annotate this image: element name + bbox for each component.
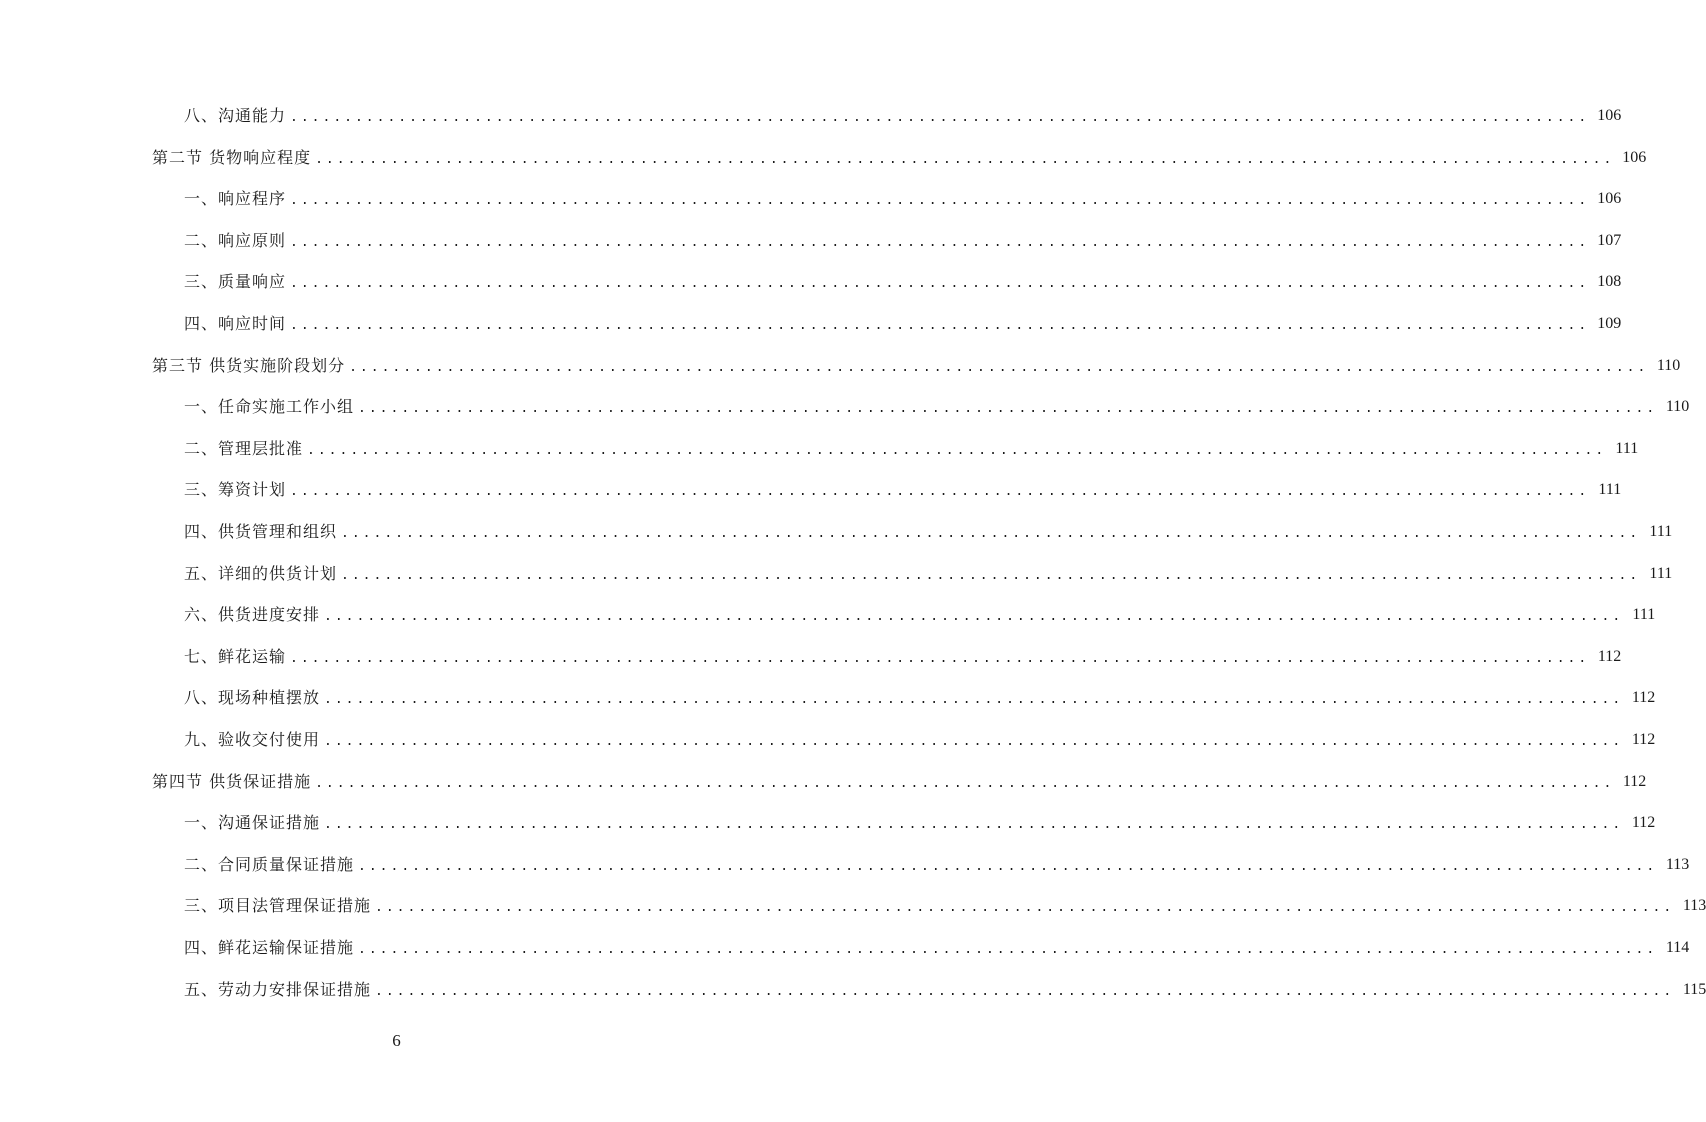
toc-entry[interactable] — [184, 853, 1690, 877]
toc-entry-title: 第二节 货物响应程度 — [152, 148, 312, 167]
toc-entry-page: 112 — [1631, 814, 1656, 831]
toc-entry-page: 106 — [1597, 107, 1622, 124]
toc-leader-dots: ........................................................................................................................ — [324, 692, 1624, 707]
toc-entry-title: 四、鲜花运输保证措施 — [184, 938, 355, 957]
toc-entry[interactable] — [184, 603, 1656, 627]
toc-leader-dots: ........................................................................................................................ — [375, 984, 1675, 999]
toc-entry-title: 五、劳动力安排保证措施 — [184, 980, 372, 999]
toc-leader-dots: ........................................................................................................................ — [307, 443, 1607, 458]
toc-entry[interactable] — [184, 104, 1622, 128]
toc-entry[interactable] — [184, 478, 1622, 502]
toc-entry-title: 第四节 供货保证措施 — [152, 772, 312, 791]
toc-entry[interactable] — [184, 395, 1690, 419]
toc-entry-title: 二、合同质量保证措施 — [184, 855, 355, 874]
toc-entry-page: 113 — [1665, 856, 1690, 873]
toc-entry-title: 一、响应程序 — [184, 189, 287, 208]
toc-leader-dots: ........................................................................................................................ — [358, 942, 1658, 957]
toc-leader-dots: ........................................................................................................................ — [358, 859, 1658, 874]
toc-leader-dots: ........................................................................................................................ — [358, 401, 1658, 416]
page-number: 6 — [392, 1031, 401, 1050]
toc-entry-page: 112 — [1631, 731, 1656, 748]
toc-entry-title: 四、响应时间 — [184, 314, 287, 333]
toc-entry-page: 108 — [1597, 273, 1622, 290]
toc-entry-page: 111 — [1615, 440, 1639, 457]
toc-entry-page: 112 — [1622, 773, 1647, 790]
toc-leader-dots: ........................................................................................................................ — [290, 318, 1590, 333]
toc-entry-title: 七、鲜花运输 — [184, 647, 287, 666]
toc-entry-page: 112 — [1631, 689, 1656, 706]
toc-leader-dots: ........................................................................................................................ — [349, 360, 1649, 375]
toc-entry-title: 四、供货管理和组织 — [184, 522, 338, 541]
toc-entry[interactable] — [184, 894, 1706, 918]
toc-entry-title: 一、沟通保证措施 — [184, 813, 321, 832]
toc-leader-dots: ........................................................................................................................ — [341, 568, 1641, 583]
toc-entry-page: 112 — [1597, 648, 1622, 665]
toc-entry[interactable] — [152, 770, 1647, 794]
toc-entry-title: 一、任命实施工作小组 — [184, 397, 355, 416]
toc-entry-page: 115 — [1682, 981, 1706, 998]
toc-entry[interactable] — [152, 354, 1681, 378]
toc-entry[interactable] — [184, 978, 1706, 1002]
toc-entry-page: 111 — [1649, 523, 1673, 540]
toc-leader-dots: ........................................................................................................................ — [375, 900, 1675, 915]
toc-entry-title: 三、筹资计划 — [184, 480, 287, 499]
toc-leader-dots: ........................................................................................................................ — [290, 484, 1590, 499]
toc-entry-page: 111 — [1632, 606, 1656, 623]
toc-entry-page: 111 — [1598, 481, 1622, 498]
toc-entry-title: 五、详细的供货计划 — [184, 564, 338, 583]
toc-entry-title: 二、管理层批准 — [184, 439, 304, 458]
toc-entry-page: 110 — [1656, 357, 1681, 374]
toc-entry-page: 111 — [1649, 565, 1673, 582]
toc-entry[interactable] — [184, 229, 1622, 253]
toc-leader-dots: ........................................................................................................................ — [315, 776, 1615, 791]
toc-leader-dots: ........................................................................................................................ — [324, 817, 1624, 832]
toc-leader-dots: ........................................................................................................................ — [341, 526, 1641, 541]
toc-leader-dots: ........................................................................................................................ — [290, 193, 1590, 208]
toc-leader-dots: ........................................................................................................................ — [324, 734, 1624, 749]
toc-leader-dots: ........................................................................................................................ — [290, 235, 1590, 250]
toc-entry-title: 二、响应原则 — [184, 231, 287, 250]
toc-entry-page: 106 — [1597, 190, 1622, 207]
toc-leader-dots: ........................................................................................................................ — [315, 152, 1615, 167]
toc-entry[interactable] — [184, 811, 1656, 835]
toc-entry[interactable] — [184, 312, 1622, 336]
toc-entry[interactable] — [184, 936, 1690, 960]
toc-entry[interactable] — [184, 437, 1639, 461]
toc-entry-title: 第三节 供货实施阶段划分 — [152, 356, 346, 375]
toc-entry-title: 六、供货进度安排 — [184, 605, 321, 624]
toc-entry[interactable] — [184, 728, 1656, 752]
toc-entry[interactable] — [184, 520, 1673, 544]
toc-entry-page: 113 — [1682, 897, 1706, 914]
toc-entry[interactable] — [152, 146, 1647, 170]
toc-leader-dots: ........................................................................................................................ — [290, 276, 1590, 291]
toc-entry-title: 九、验收交付使用 — [184, 730, 321, 749]
toc-entry-page: 110 — [1665, 398, 1690, 415]
toc-entry-title: 三、项目法管理保证措施 — [184, 896, 372, 915]
toc-entry[interactable] — [184, 270, 1622, 294]
toc-entry-title: 三、质量响应 — [184, 272, 287, 291]
toc-entry-page: 114 — [1665, 939, 1690, 956]
toc-entry-page: 107 — [1597, 232, 1622, 249]
toc-entry[interactable] — [184, 562, 1673, 586]
toc-entry-page: 106 — [1622, 149, 1647, 166]
toc-leader-dots: ........................................................................................................................ — [290, 110, 1590, 125]
toc-entry-title: 八、现场种植摆放 — [184, 688, 321, 707]
toc-entry-title: 八、沟通能力 — [184, 106, 287, 125]
toc-leader-dots: ........................................................................................................................ — [290, 651, 1590, 666]
toc-entry[interactable] — [184, 686, 1656, 710]
toc-entry[interactable] — [184, 187, 1622, 211]
toc-entry-page: 109 — [1597, 315, 1622, 332]
toc-entry[interactable] — [184, 645, 1622, 669]
toc-leader-dots: ........................................................................................................................ — [324, 609, 1624, 624]
